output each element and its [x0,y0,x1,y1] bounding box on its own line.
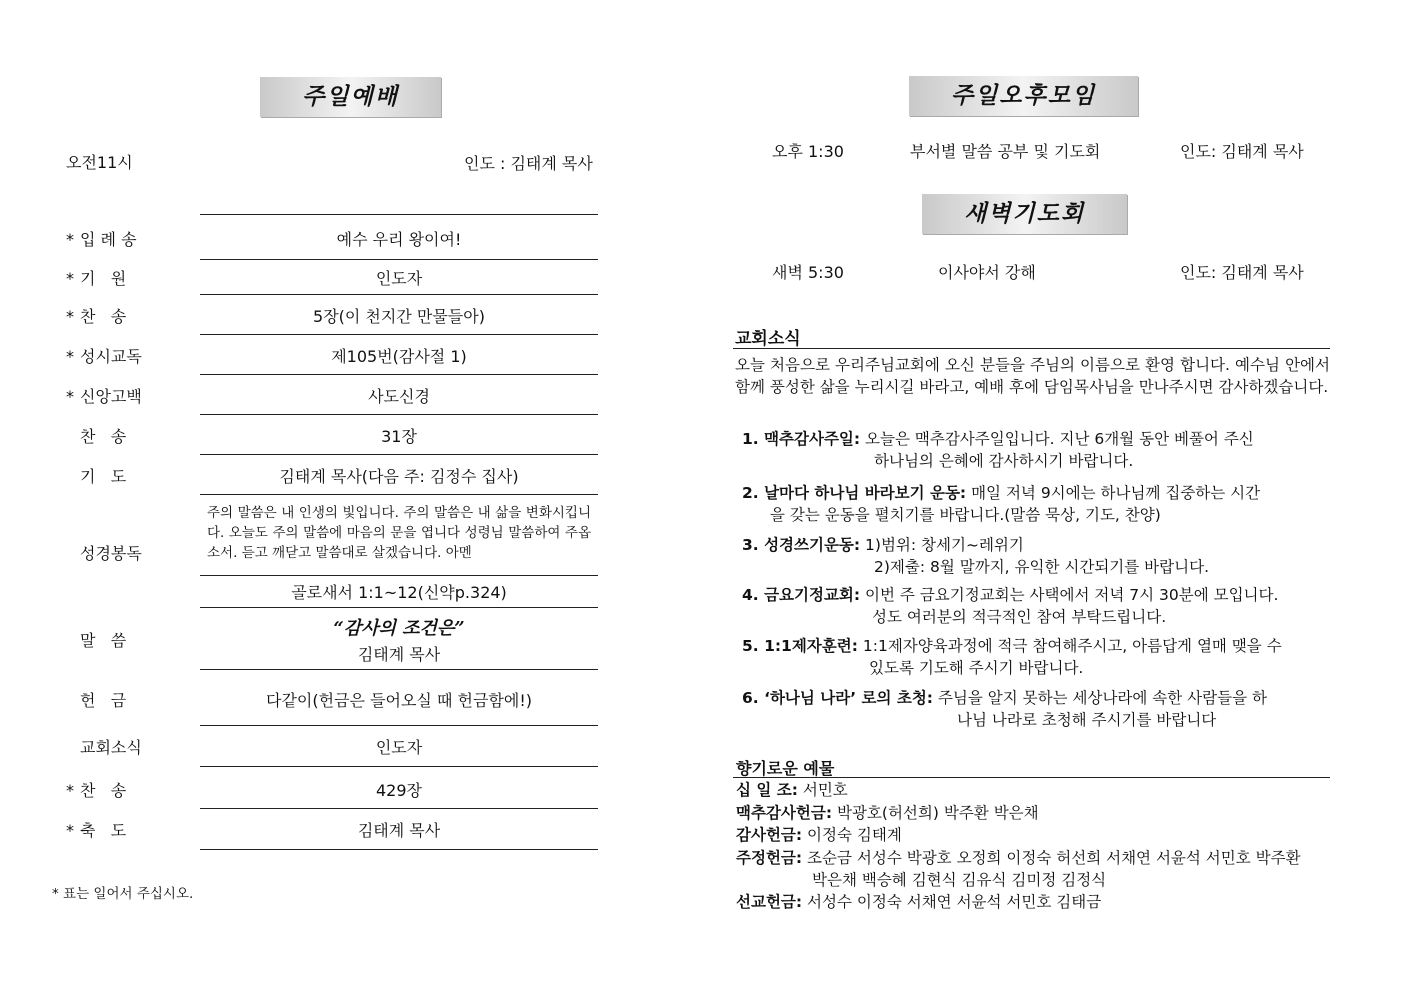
afternoon-time: 오후 1:30 [772,142,844,161]
table-rule [200,607,598,608]
order-value: 예수 우리 왕이여! [336,230,462,249]
order-value: 31장 [381,427,417,446]
offering-row: 선교헌금: 서성수 이정숙 서채연 서윤석 서민호 김태금 [736,893,1102,911]
news-item-head: 6. ‘하나님 나라’ 로의 초청: [742,689,933,707]
news-item-text: 주님을 알지 못하는 세상나라에 속한 사람들을 하 [937,689,1267,707]
scripture-prayer: 주의 말씀은 내 인생의 빛입니다. 주의 말씀은 내 삶을 변화시킵니다. 오늘도 주의 말씀에 마음의 문을 엽니다 성령님 말씀하여 주옵소서. 듣고 깨닫고 말씀대로 살겠습니다. 아멘 [207,505,591,561]
news-item-head: 2. 날마다 하나님 바라보기 운동: [742,484,967,502]
news-item-text: 이번 주 금요기정교회는 사택에서 저녁 7시 30분에 모입니다. [865,586,1279,604]
order-value: 인도자 [375,269,423,288]
news-item-text: 을 갖는 운동을 펼치기를 바랍니다.(말씀 묵상, 기도, 찬양) [770,506,1161,524]
offering-rule [733,777,1330,778]
dawn-leader: 인도: 김태계 목사 [1180,263,1304,282]
news-item-text: 1:1제자양육과정에 적극 참여해주시고, 아름답게 열매 맺을 수 [862,637,1282,655]
dawn-time: 새벽 5:30 [772,263,844,282]
order-label: * 성시교독 [66,347,142,366]
offering-row-cont: 박은채 백승혜 김현식 김유식 김미정 김정식 [812,871,1107,889]
news-rule [733,348,1330,349]
order-value: 김태계 목사 [357,821,441,840]
sermon-label: 말 씀 [80,631,127,650]
worship-leader: 인도 : 김태계 목사 [464,154,593,173]
order-label: * 입 례 송 [66,230,137,249]
sermon-title: “감사의 조건은” [333,618,465,639]
afternoon-banner: 주일오후모임 [909,76,1138,116]
offering-row: 맥추감사헌금: 박광호(허선희) 박주환 박은채 [736,804,1039,822]
sunday-worship-banner: 주일예배 [260,77,441,117]
order-label: * 축 도 [66,821,127,840]
table-rule [200,374,598,375]
table-rule [200,849,598,850]
news-item-head: 1. 맥추감사주일: [742,430,861,448]
news-item-text: 오늘은 맥추감사주일입니다. 지난 6개월 동안 베풀어 주신 [865,430,1254,448]
table-rule [200,669,598,670]
order-label: * 찬 송 [66,307,127,326]
order-value: 5장(이 천지간 만물들아) [313,307,485,326]
offering-row: 감사헌금: 이정숙 김태계 [736,826,902,844]
news-item-text: 매일 저녁 9시에는 하나님께 집중하는 시간 [971,484,1261,502]
news-item-text: 2)제출: 8월 말까지, 유익한 시간되기를 바랍니다. [874,558,1209,576]
order-value: 429장 [376,781,422,800]
table-rule [200,414,598,415]
sermon-preacher: 김태계 목사 [357,645,441,664]
order-label: * 찬 송 [66,781,127,800]
table-rule [200,214,598,215]
offering-row: 십 일 조: 서민호 [736,781,848,799]
table-rule [200,575,598,576]
order-label: 찬 송 [80,427,127,446]
news-item-head: 3. 성경쓰기운동: [742,536,861,554]
offering-title: 향기로운 예물 [736,759,835,778]
table-rule [200,334,598,335]
order-value: 제105번(감사절 1) [331,347,467,366]
news-item-head: 5. 1:1제자훈련: [742,637,858,655]
table-rule [200,294,598,295]
order-label: 교회소식 [80,738,142,757]
news-item-text: 있도록 기도해 주시기 바랍니다. [869,659,1084,677]
order-label: 기 도 [80,467,127,486]
table-rule [200,494,598,495]
news-item-text: 1)범위: 창세기~레위기 [865,536,1024,554]
order-label: * 신앙고백 [66,387,142,406]
news-title: 교회소식 [735,329,801,349]
table-rule [200,808,598,809]
offering-row: 주정헌금: 조순금 서성수 박광호 오정희 이정숙 허선희 서채연 서윤석 서민호 박주환 [736,849,1301,867]
dawn-desc: 이사야서 강해 [938,263,1036,282]
table-rule [200,766,598,767]
news-item-text: 나님 나라로 초청해 주시기를 바랍니다 [957,711,1217,729]
dawn-prayer-banner: 새벽기도회 [922,194,1127,234]
order-value: 김태계 목사(다음 주: 김정수 집사) [279,467,519,486]
table-rule [200,725,598,726]
order-label: * 기 원 [66,269,127,288]
table-rule [200,259,598,260]
news-welcome: 오늘 처음으로 우리주님교회에 오신 분들을 주님의 이름으로 환영 합니다. 예수님 안에서 함께 풍성한 삶을 누리시길 바라고, 예배 후에 담임목사님을 만나주시면 감사하겠습니다. [735,356,1330,396]
news-item-text: 성도 여러분의 적극적인 참여 부탁드립니다. [872,608,1167,626]
order-label: 헌 금 [80,691,127,710]
table-rule [200,454,598,455]
afternoon-leader: 인도: 김태계 목사 [1180,142,1304,161]
afternoon-desc: 부서별 말씀 공부 및 기도회 [910,142,1101,161]
scripture-reading: 골로새서 1:1~12(신약p.324) [291,583,507,602]
news-item-head: 4. 금요기정교회: [742,586,861,604]
order-value: 다같이(헌금은 들어오실 때 헌금함에!) [266,691,532,710]
standing-footnote: * 표는 일어서 주십시오. [52,886,194,902]
order-value: 사도신경 [368,387,430,406]
scripture-label: 성경봉독 [80,544,142,563]
worship-time: 오전11시 [66,153,133,172]
order-value: 인도자 [375,738,423,757]
news-item-text: 하나님의 은혜에 감사하시기 바랍니다. [874,452,1134,470]
